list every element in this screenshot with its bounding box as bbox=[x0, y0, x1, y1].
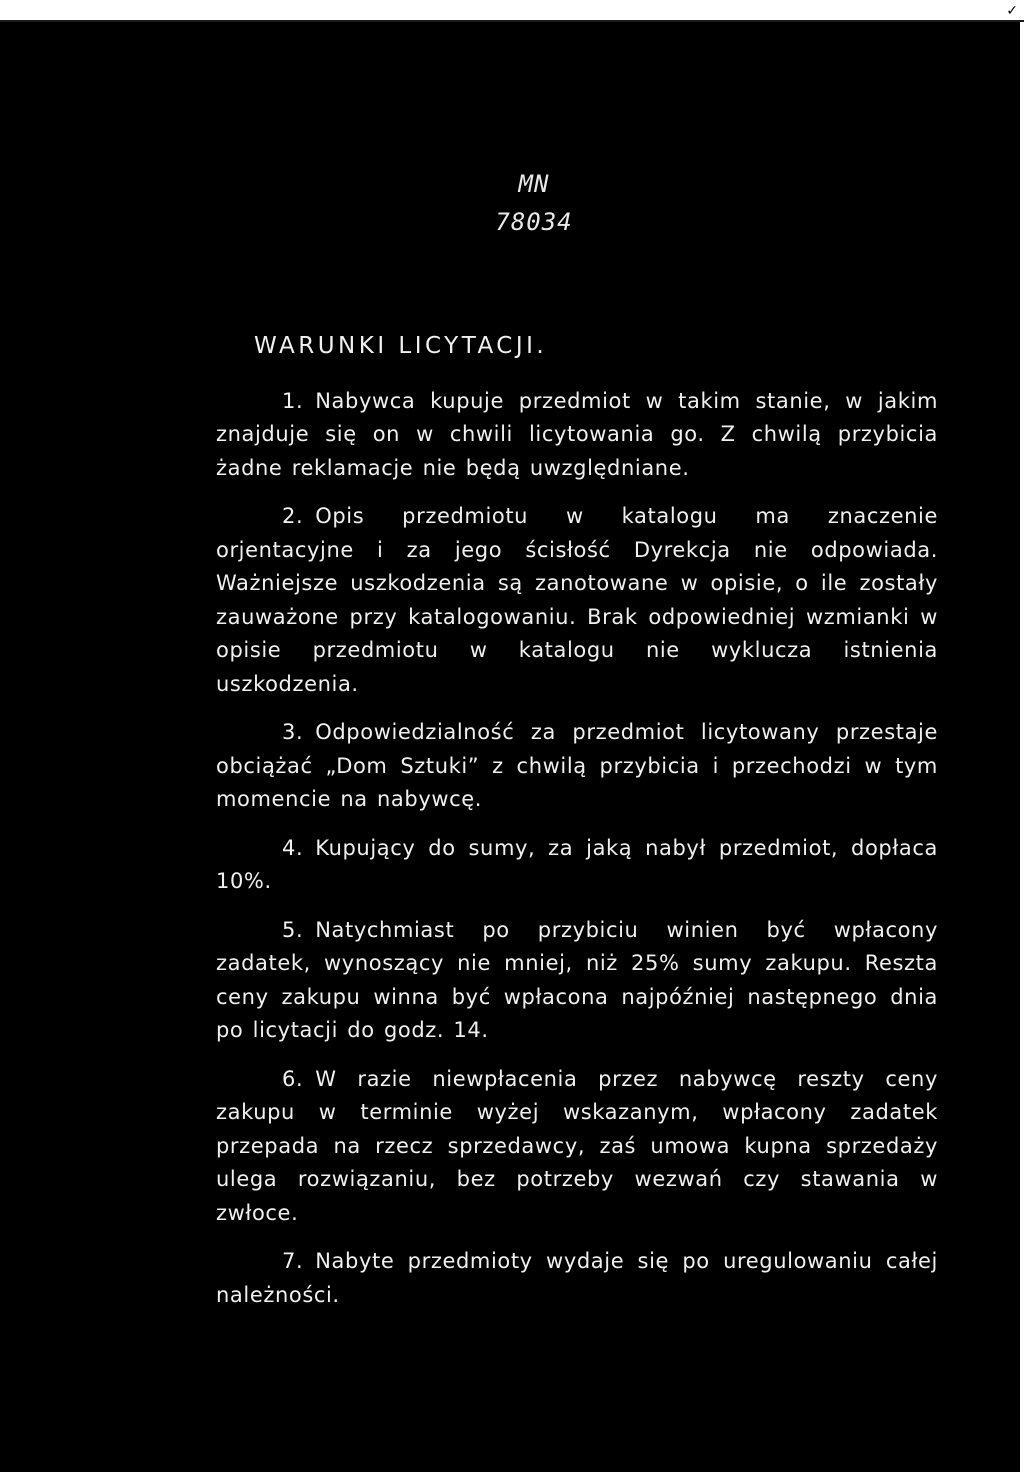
clause-text: Nabywca kupuje przedmiot w takim stanie, w jakim znajduje się on w chwili licytowania go. Z chwilą przybicia żadne reklamacje nie będą uwzględniane. bbox=[216, 388, 938, 480]
corner-mark: ✓ bbox=[1006, 3, 1018, 19]
clause-text: Kupujący do sumy, za jaką nabył przedmiot, dopłaca 10%. bbox=[216, 835, 938, 893]
clause-text: Natychmiast po przybiciu winien być wpłacony zadatek, wynoszący nie mniej, niż 25% sumy zakupu. Reszta ceny zakupu winna być wpłacona najpóźniej następnego dnia po licytacji do godz. 14. bbox=[216, 917, 938, 1042]
clause-number: 4. bbox=[282, 835, 304, 860]
clause-number: 3. bbox=[282, 720, 304, 744]
clause-number: 7. bbox=[282, 1249, 304, 1273]
clause-1 bbox=[216, 385, 938, 486]
clause-text: Nabyte przedmioty wydaje się po uregulowaniu całej należności. bbox=[216, 1249, 938, 1307]
clause-text: Opis przedmiotu w katalogu ma znaczenie orjentacyjne i za jego ścisłość Dyrekcja nie odpowiada. Ważniejsze uszkodzenia są zanotowane w opisie, o ile zostały zauważone przy katalogowaniu. Brak odpowiedniej wzmianki w opisie przedmiotu w katalogu nie wyklucza istnienia uszkodzenia. bbox=[216, 504, 938, 696]
right-page-edge bbox=[1020, 22, 1024, 1472]
bottom-page-edge bbox=[0, 1472, 1024, 1480]
clause-4 bbox=[216, 832, 938, 899]
clause-2 bbox=[216, 500, 938, 701]
handwritten-note-line-2: 78034 bbox=[495, 208, 573, 236]
clause-number: 6. bbox=[282, 1066, 304, 1091]
clause-number: 5. bbox=[282, 917, 304, 942]
handwritten-note-line-1: MN bbox=[518, 170, 550, 198]
clause-3 bbox=[216, 716, 938, 817]
clause-text: W razie niewpłacenia przez nabywcę reszty ceny zakupu w terminie wyżej wskazanym, wpłacony zadatek przepada na rzecz sprzedawcy, zaś umowa kupna sprzedaży ulega rozwiązaniu, bez potrzeby wezwań czy stawania w zwłoce. bbox=[216, 1066, 938, 1225]
clause-number: 1. bbox=[282, 388, 304, 413]
clause-text: Odpowiedzialność za przedmiot licytowany przestaje obciążać „Dom Sztuki” z chwilą przybicia i przechodzi w tym momencie na nabywcę. bbox=[216, 720, 938, 811]
auction-terms bbox=[216, 330, 938, 1327]
clause-7 bbox=[216, 1245, 938, 1312]
clause-6 bbox=[216, 1063, 938, 1231]
clause-number: 2. bbox=[282, 504, 304, 528]
clause-5 bbox=[216, 914, 938, 1048]
top-margin-strip bbox=[0, 0, 1024, 22]
document-title: WARUNKI LICYTACJI. bbox=[254, 333, 548, 359]
